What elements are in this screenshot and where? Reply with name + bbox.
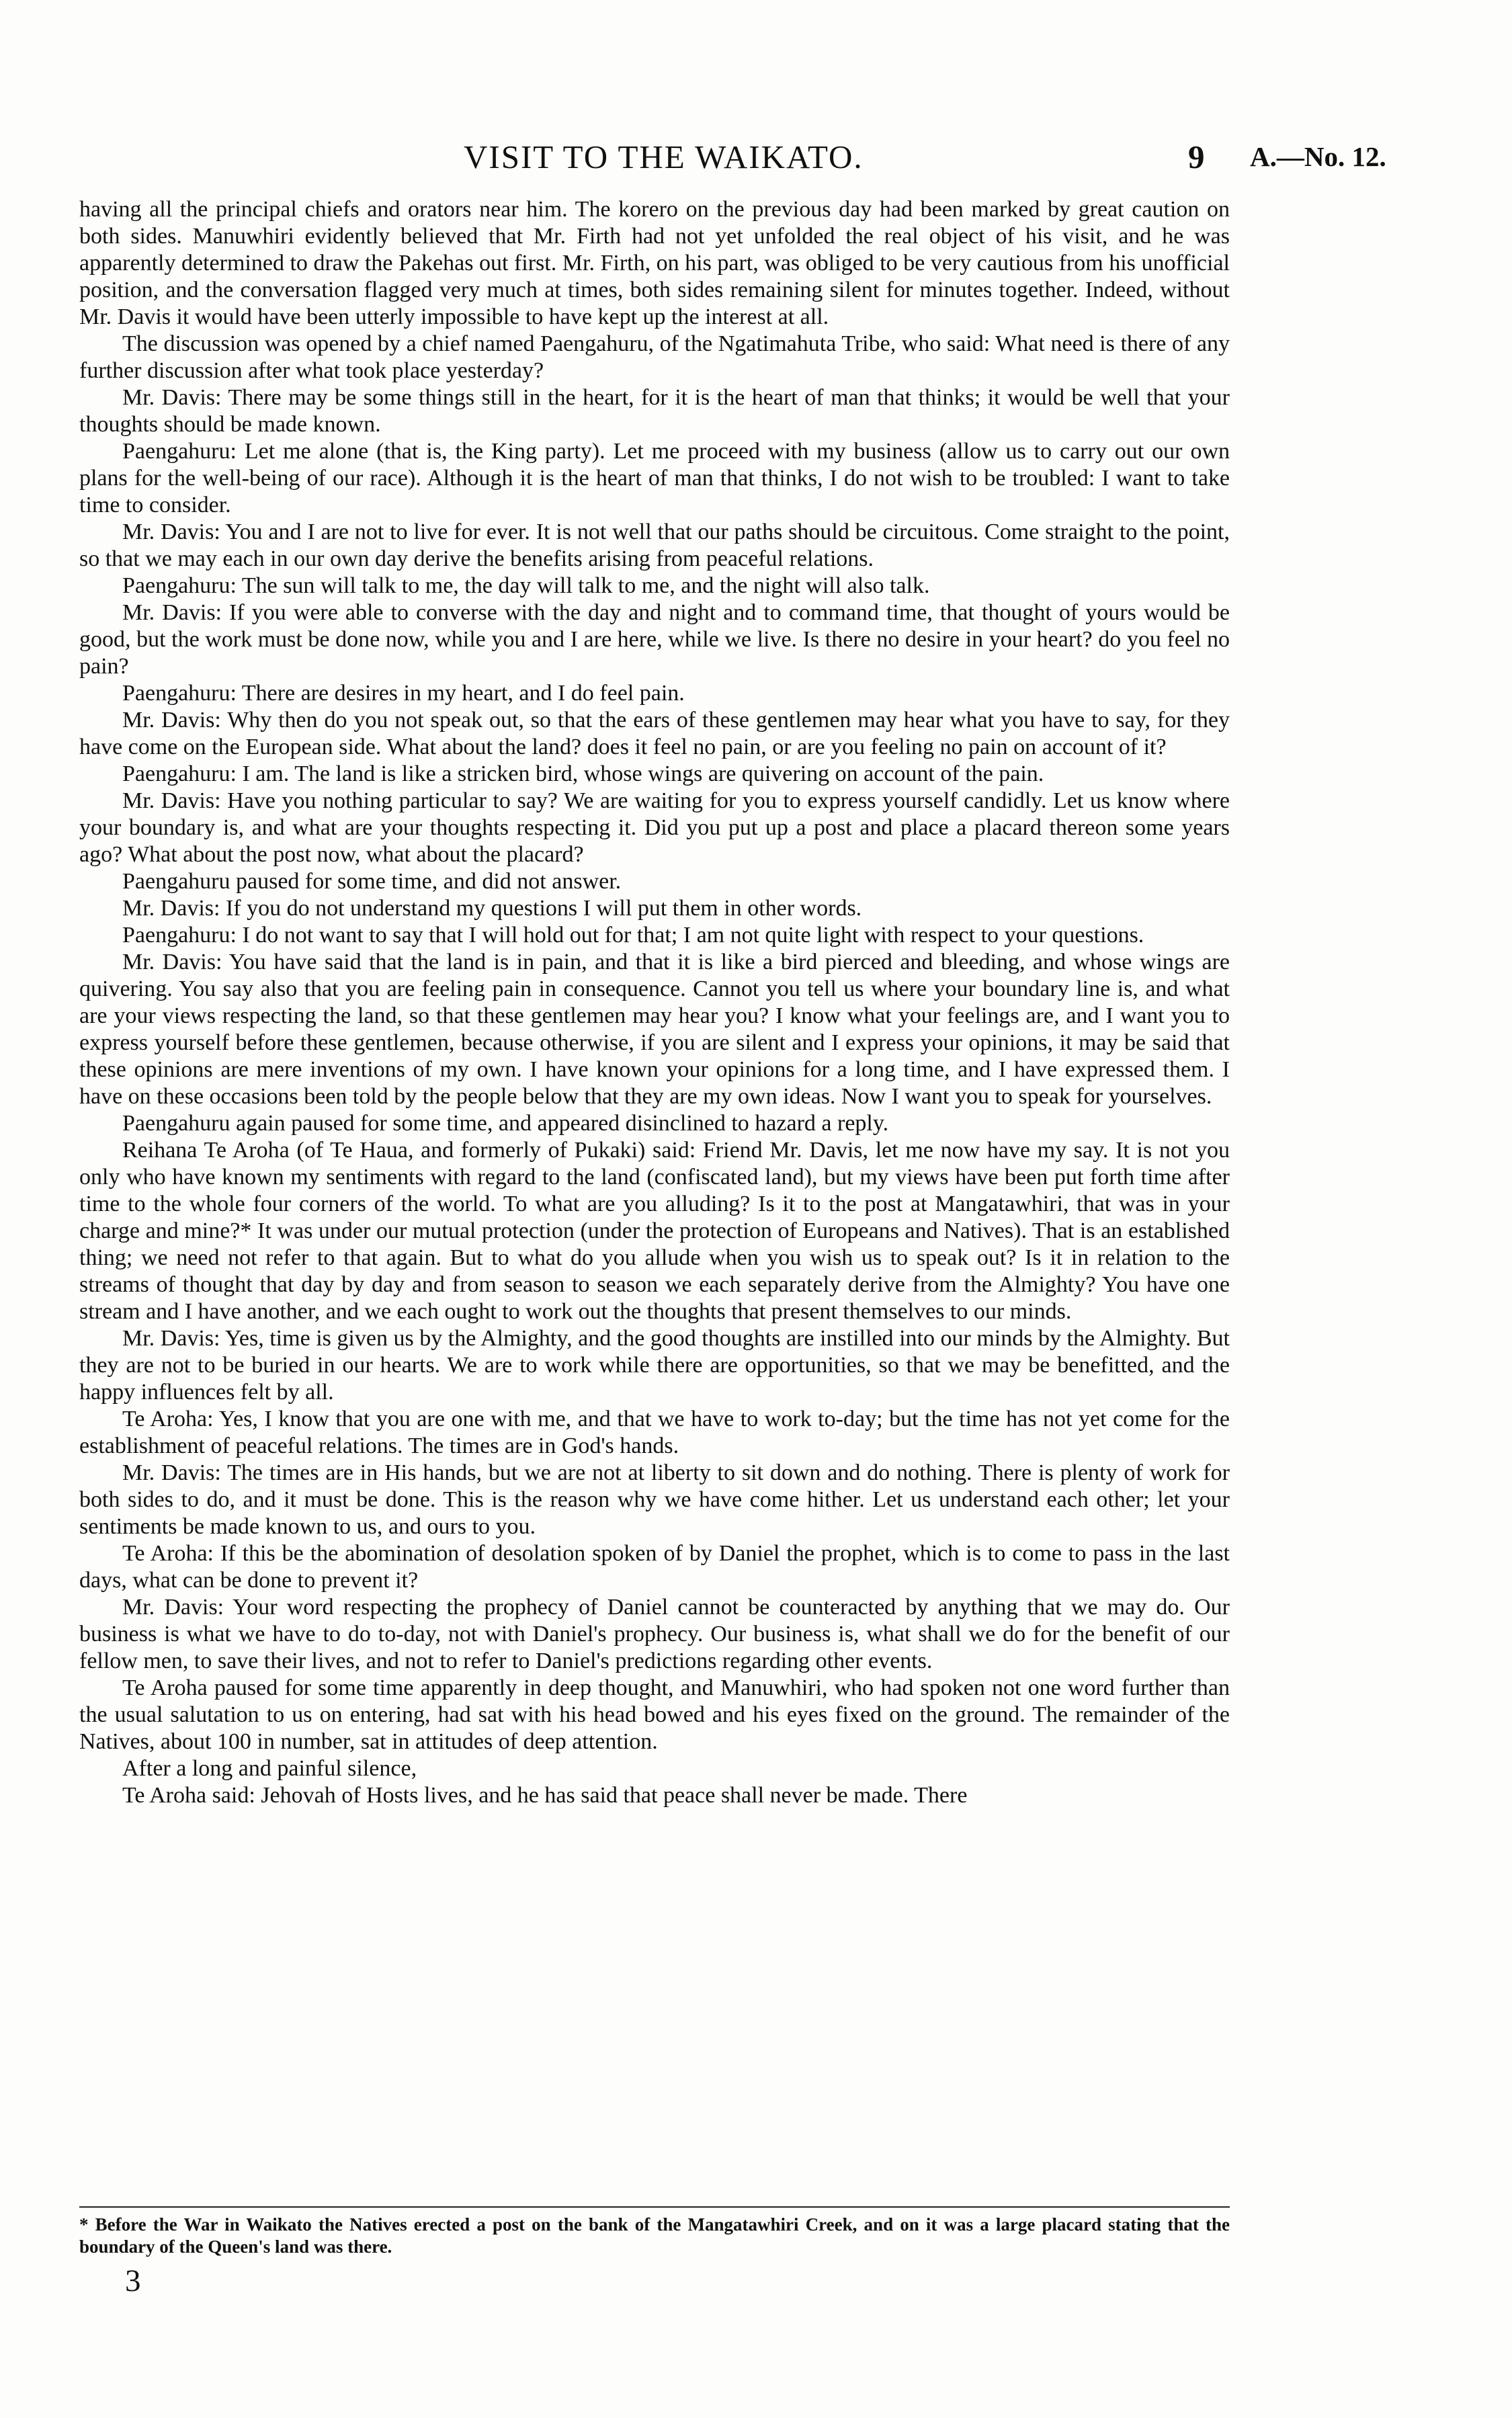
paragraph: Paengahuru: I am. The land is like a stricken bird, whose wings are quivering on account of the pain. <box>122 761 1044 786</box>
page-header <box>0 138 1512 185</box>
paragraph: Mr. Davis: You and I are not to live for ever. It is not well that our paths should be circuitous. Come straight to the point, so that we may each in our own day derive the benefits arising from peaceful relations. <box>79 519 1230 571</box>
paragraph: Mr. Davis: The times are in His hands, but we are not at liberty to sit down and do nothing. There is plenty of work for both sides to do, and it must be done. This is the reason why we have come hither. Let us understand each other; let your sentiments be made known to us, and ours to you. <box>79 1460 1230 1539</box>
footnote-divider <box>79 2206 1230 2208</box>
paragraph: Paengahuru: There are desires in my heart, and I do feel pain. <box>122 681 685 706</box>
paragraph: Mr. Davis: There may be some things still in the heart, for it is the heart of man that thinks; it would be well that your thoughts should be made known. <box>79 385 1230 437</box>
printer-signature-mark: 3 <box>125 2263 141 2298</box>
paragraph: Mr. Davis: Yes, time is given us by the Almighty, and the good thoughts are instilled into our minds by the Almighty. But they are not to be buried in our hearts. We are to work while there are opportunities, so that we may be benefitted, and the happy influences felt by all. <box>79 1326 1230 1405</box>
paragraph: Paengahuru: Let me alone (that is, the King party). Let me proceed with my business (allow us to carry out our own plans for the well-being of our race). Although it is the heart of man that thinks, I do not wish to be troubled: I want to take time to consider. <box>79 439 1230 517</box>
paragraph: Mr. Davis: If you do not understand my questions I will put them in other words. <box>122 896 862 921</box>
paragraph: Mr. Davis: Your word respecting the prophecy of Daniel cannot be counteracted by anything that we may do. Our business is what we have to do to-day, not with Daniel's prophecy. Our business is, what shall we do for the benefit of our fellow men, to save their lives, and not to refer to Daniel's predictions regarding other events. <box>79 1595 1230 1673</box>
page-number: 9 <box>1188 138 1205 175</box>
paragraph: Te Aroha paused for some time apparently in deep thought, and Manuwhiri, who had spoken not one word further than the usual salutation to us on entering, had sat with his head bowed and his eyes fixed on the ground. The remainder of the Natives, about 100 in number, sat in attitudes of deep attention. <box>79 1675 1230 1754</box>
footnote: * Before the War in Waikato the Natives erected a post on the bank of the Mangatawhiri Creek, and on it was a large placard stating that the boundary of the Queen's land was there. <box>79 2214 1230 2257</box>
paragraph: having all the principal chiefs and orators near him. The korero on the previous day had been marked by great caution on both sides. Manuwhiri evidently believed that Mr. Firth had not yet unfolded the real object of his visit, and he was apparently determined to draw the Pakehas out first. Mr. Firth, on his part, was obliged to be very cautious from his unofficial position, and the conversation flagged very much at times, both sides remaining silent for minutes together. Indeed, without Mr. Davis it would have been utterly impossible to have kept up the interest at all. <box>79 197 1230 329</box>
paragraph: After a long and painful silence, <box>122 1756 417 1781</box>
paragraph: Mr. Davis: You have said that the land is in pain, and that it is like a bird pierced and bleeding, and whose wings are quivering. You say also that you are feeling pain in consequence. Cannot you tell us where your boundary line is, and what are your views respecting the land, so that these gentlemen may hear you? I know what your feelings are, and I want you to express yourself before these gentlemen, because otherwise, if you are silent and I express your opinions, it may be said that these opinions are mere inventions of my own. I have known your opinions for a long time, and I have expressed them. I have on these occasions been told by the people below that they are my own ideas. Now I want you to speak for yourselves. <box>79 950 1230 1109</box>
paper-reference: A.—No. 12. <box>1250 141 1386 172</box>
paragraph: Mr. Davis: If you were able to converse with the day and night and to command time, that thought of yours would be good, but the work must be done now, while you and I are here, while we live. Is there no desire in your heart? do you feel no pain? <box>79 600 1230 679</box>
paragraph: Reihana Te Aroha (of Te Haua, and formerly of Pukaki) said: Friend Mr. Davis, let me now have my say. It is not you only who have known my sentiments with regard to the land (confiscated land), but my views have been put forth time after time to the whole four corners of the world. To what are you alluding? Is it to the post at Mangatawhiri, that was in your charge and mine?* It was under our mutual protection (under the protection of Europeans and Natives). That is an established thing; we need not refer to that again. But to what do you allude when you wish us to speak out? Is it in relation to the streams of thought that day by day and from season to season we each separately derive from the Almighty? You have one stream and I have another, and we each ought to work out the thoughts that present themselves to our minds. <box>79 1138 1230 1324</box>
running-title: VISIT TO THE WAIKATO. <box>464 138 864 175</box>
paragraph: The discussion was opened by a chief named Paengahuru, of the Ngatimahuta Tribe, who said: What need is there of any further discussion after what took place yesterday? <box>79 331 1230 383</box>
paragraph: Paengahuru paused for some time, and did not answer. <box>122 869 622 894</box>
paragraph: Te Aroha: If this be the abomination of desolation spoken of by Daniel the prophet, which is to come to pass in the last days, what can be done to prevent it? <box>79 1541 1230 1593</box>
paragraph: Paengahuru: I do not want to say that I will hold out for that; I am not quite light with respect to your questions. <box>122 923 1144 948</box>
paragraph: Mr. Davis: Why then do you not speak out, so that the ears of these gentlemen may hear what you have to say, for they have come on the European side. What about the land? does it feel no pain, or are you feeling no pain on account of it? <box>79 708 1230 759</box>
paragraph: Te Aroha said: Jehovah of Hosts lives, and he has said that peace shall never be made. There <box>122 1783 968 1808</box>
paragraph: Mr. Davis: Have you nothing particular to say? We are waiting for you to express yourself candidly. Let us know where your boundary is, and what are your thoughts respecting it. Did you put up a post and place a placard thereon some years ago? What about the post now, what about the placard? <box>79 788 1230 867</box>
paragraph: Paengahuru again paused for some time, and appeared disinclined to hazard a reply. <box>122 1111 889 1136</box>
body-text <box>79 196 1230 1809</box>
paragraph: Te Aroha: Yes, I know that you are one with me, and that we have to work to-day; but the time has not yet come for the establishment of peaceful relations. The times are in God's hands. <box>79 1407 1230 1458</box>
paragraph: Paengahuru: The sun will talk to me, the day will talk to me, and the night will also talk. <box>122 573 930 598</box>
